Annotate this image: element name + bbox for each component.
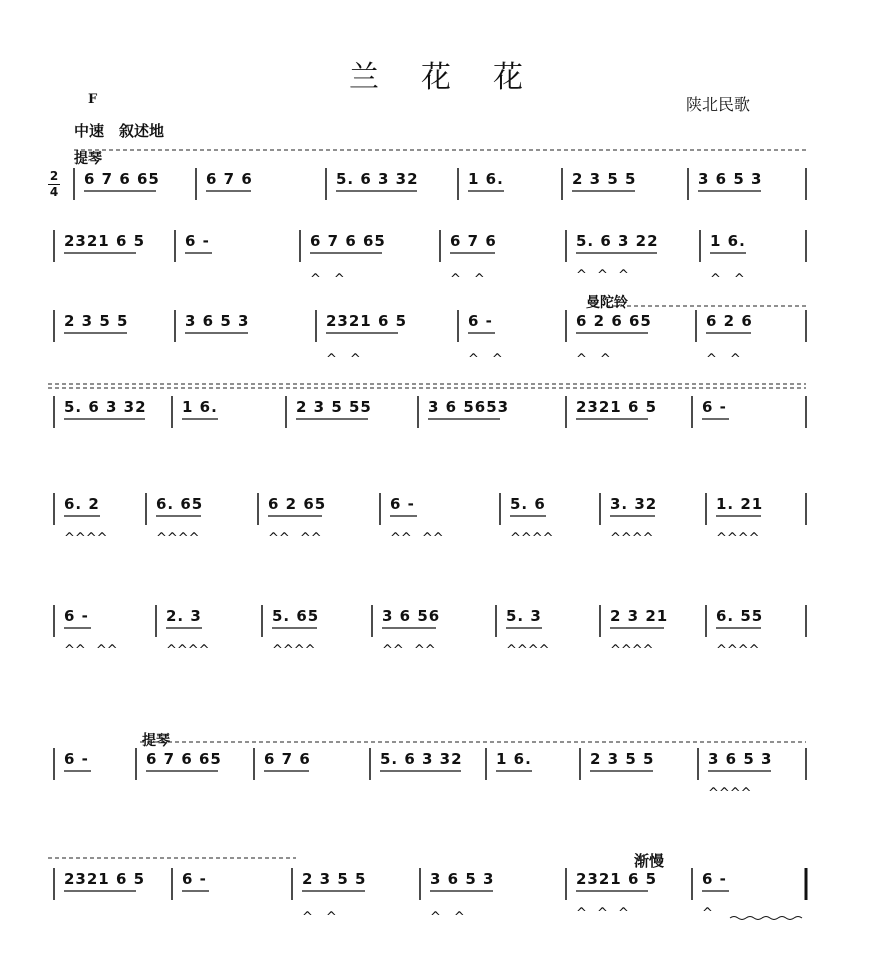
accent-marks: ^: [702, 906, 713, 921]
measure: 1 6.: [468, 170, 504, 188]
measure: 2 3 5 55: [296, 398, 372, 416]
accent-marks: ^ ^: [326, 352, 361, 367]
trill-line: [730, 917, 802, 920]
measure: 2 3 5 5: [302, 870, 367, 888]
measure: 3 6 56: [382, 607, 441, 625]
time-signature-bottom: 4: [49, 185, 59, 199]
time-signature-top: 2: [49, 169, 59, 183]
measure: 3 6 5653: [428, 398, 510, 416]
accent-marks: ^^^^: [716, 531, 760, 546]
measure: 6 -: [468, 312, 493, 330]
measure: 6. 55: [716, 607, 764, 625]
accent-marks: ^ ^: [710, 272, 745, 287]
accent-marks: ^^ ^^: [268, 531, 322, 546]
measure: 1 6.: [710, 232, 746, 250]
measure: 6 7 6 65: [84, 170, 160, 188]
measure: 6. 65: [156, 495, 204, 513]
measure: 5. 6 3 32: [380, 750, 463, 768]
measure: 6 2 6: [706, 312, 753, 330]
measure: 6 2 6 65: [576, 312, 652, 330]
tempo-marking: 中速 叙述地: [74, 122, 165, 140]
measure: 5. 65: [272, 607, 320, 625]
measure: 6 7 6 65: [146, 750, 222, 768]
accent-marks: ^ ^ ^: [576, 906, 629, 921]
measure: 2. 3: [166, 607, 202, 625]
instrument-label-tiqin: 提琴: [74, 151, 102, 167]
measure: 2321 6 5: [64, 232, 146, 250]
measure: 6 7 6: [450, 232, 497, 250]
measure: 5. 6 3 22: [576, 232, 659, 250]
measure: 2321 6 5: [576, 870, 658, 888]
measure: 3 6 5 3: [698, 170, 763, 188]
measure: 6 2 65: [268, 495, 327, 513]
measure: 5. 3: [506, 607, 542, 625]
accent-marks: ^ ^ ^: [576, 268, 629, 283]
measure: 3 6 5 3: [430, 870, 495, 888]
measure: 6. 2: [64, 495, 100, 513]
measure: 3 6 5 3: [708, 750, 773, 768]
measure: 2 3 5 5: [572, 170, 637, 188]
measure: 6 -: [702, 870, 727, 888]
measure: 6 7 6 65: [310, 232, 386, 250]
measure: 3. 32: [610, 495, 658, 513]
measure: 3 6 5 3: [185, 312, 250, 330]
measure: 2321 6 5: [326, 312, 408, 330]
measure: 2 3 5 5: [64, 312, 129, 330]
measure: 2 3 5 5: [590, 750, 655, 768]
instrument-label-mandolin: 曼陀铃: [586, 295, 628, 311]
measure: 1 6.: [182, 398, 218, 416]
song-origin: 陕北民歌: [686, 95, 751, 114]
measure: 5. 6 3 32: [336, 170, 419, 188]
measure: 6 -: [185, 232, 210, 250]
accent-marks: ^ ^: [430, 910, 465, 925]
accent-marks: ^^^^: [708, 786, 752, 801]
accent-marks: ^ ^: [576, 352, 611, 367]
accent-marks: ^^^^: [506, 643, 550, 658]
measure: 2321 6 5: [576, 398, 658, 416]
measure: 6 -: [64, 607, 89, 625]
accent-marks: ^^^^: [510, 531, 554, 546]
accent-marks: ^ ^: [310, 272, 345, 287]
accent-marks: ^^^^: [272, 643, 316, 658]
accent-marks: ^ ^: [468, 352, 503, 367]
accent-marks: ^^ ^^: [390, 531, 444, 546]
page-title: 兰花花: [349, 60, 565, 95]
measure: 6 7 6: [264, 750, 311, 768]
accent-marks: ^^ ^^: [64, 643, 118, 658]
measure: 6 -: [390, 495, 415, 513]
accent-marks: ^^^^: [610, 531, 654, 546]
measure: 1. 21: [716, 495, 764, 513]
accent-marks: ^ ^: [706, 352, 741, 367]
accent-marks: ^^ ^^: [382, 643, 436, 658]
accent-marks: ^^^^: [166, 643, 210, 658]
accent-marks: ^ ^: [302, 910, 337, 925]
measure: 6 -: [702, 398, 727, 416]
instrument-label-tiqin-2: 提琴: [142, 733, 170, 749]
measure: 5. 6 3 32: [64, 398, 147, 416]
measure: 6 7 6: [206, 170, 253, 188]
measure: 2 3 21: [610, 607, 669, 625]
measure: 6 -: [64, 750, 89, 768]
accent-marks: ^^^^: [64, 531, 108, 546]
tempo-change-marking: 渐慢: [634, 852, 665, 870]
accent-marks: ^^^^: [156, 531, 200, 546]
measure: 5. 6: [510, 495, 546, 513]
key-signature: F: [88, 92, 98, 107]
accent-marks: ^ ^: [450, 272, 485, 287]
accent-marks: ^^^^: [716, 643, 760, 658]
accent-marks: ^^^^: [610, 643, 654, 658]
measure: 2321 6 5: [64, 870, 146, 888]
measure: 1 6.: [496, 750, 532, 768]
measure: 6 -: [182, 870, 207, 888]
